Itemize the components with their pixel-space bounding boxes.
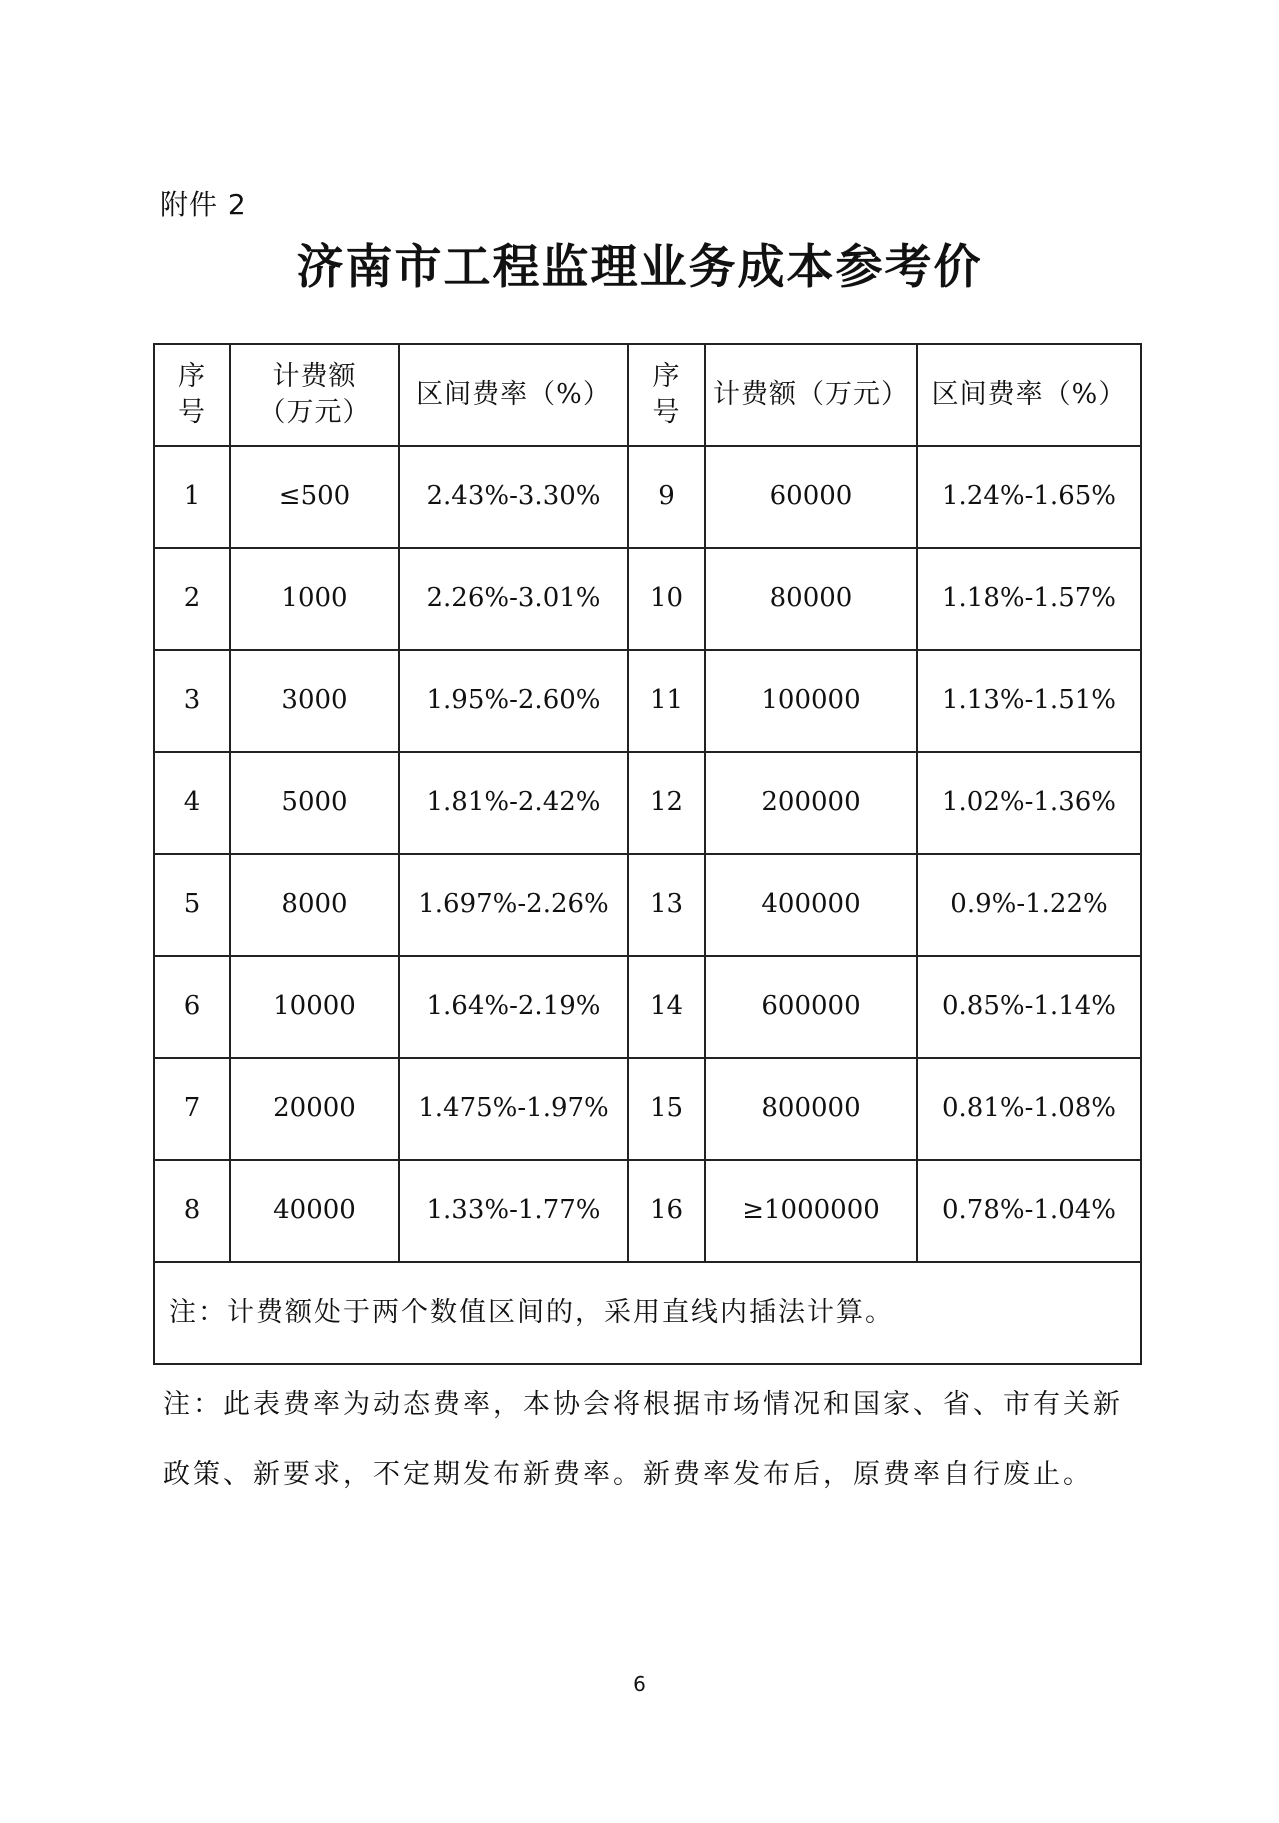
seq-left-cell: 1: [154, 446, 230, 548]
rate-right-cell: 1.18%-1.57%: [917, 548, 1141, 650]
rate-right-cell: 0.78%-1.04%: [917, 1160, 1141, 1262]
amount-left-cell: 10000: [230, 956, 399, 1058]
footnote: 注：此表费率为动态费率，本协会将根据市场情况和国家、省、市有关新政策、新要求，不定期发布新费率。新费率发布后，原费率自行废止。: [163, 1389, 1123, 1490]
header-seq: [154, 344, 230, 446]
rate-right-cell: 1.24%-1.65%: [917, 446, 1141, 548]
table-row: [154, 446, 1141, 548]
table-row: [154, 1058, 1141, 1160]
rate-right-cell: 1.02%-1.36%: [917, 752, 1141, 854]
amount-left-cell: 1000: [230, 548, 399, 650]
seq-left-cell: 3: [154, 650, 230, 752]
amount-right-cell: ≥1000000: [705, 1160, 917, 1262]
table-row: [154, 956, 1141, 1058]
rate-right-cell: 1.13%-1.51%: [917, 650, 1141, 752]
seq-left-cell: 4: [154, 752, 230, 854]
table-row: [154, 548, 1141, 650]
amount-right-cell: 60000: [705, 446, 917, 548]
rate-left-cell: 1.95%-2.60%: [399, 650, 628, 752]
header-rate-right: 区间费率（%）: [917, 344, 1141, 446]
header-amount-left: [230, 344, 399, 446]
amount-left-cell: 8000: [230, 854, 399, 956]
table-note-row: [154, 1262, 1141, 1364]
seq-right-cell: 9: [628, 446, 705, 548]
header-seq-right-line-1: 序: [652, 360, 681, 392]
amount-left-cell: ≤500: [230, 446, 399, 548]
fee-rate-table: [153, 343, 1142, 1365]
seq-right-cell: 12: [628, 752, 705, 854]
header-amount-line-2: （万元）: [258, 397, 371, 428]
header-amount-line-1: 计费额: [272, 360, 357, 392]
table-note: 注：计费额处于两个数值区间的，采用直线内插法计算。: [154, 1262, 1141, 1364]
rate-left-cell: 1.64%-2.19%: [399, 956, 628, 1058]
table-header-row: [154, 344, 1141, 446]
seq-left-cell: 6: [154, 956, 230, 1058]
document-title: 济南市工程监理业务成本参考价: [296, 240, 983, 295]
amount-right-cell: 800000: [705, 1058, 917, 1160]
amount-right-cell: 600000: [705, 956, 917, 1058]
header-seq-right: [628, 344, 705, 446]
amount-right-cell: 100000: [705, 650, 917, 752]
amount-left-cell: 5000: [230, 752, 399, 854]
seq-right-cell: 13: [628, 854, 705, 956]
page-number: 6: [633, 1672, 646, 1696]
seq-right-cell: 11: [628, 650, 705, 752]
header-seq-line-2: 号: [178, 397, 206, 428]
seq-right-cell: 14: [628, 956, 705, 1058]
amount-left-cell: 3000: [230, 650, 399, 752]
amount-right-cell: 80000: [705, 548, 917, 650]
seq-right-cell: 16: [628, 1160, 705, 1262]
rate-left-cell: 1.475%-1.97%: [399, 1058, 628, 1160]
rate-right-cell: 0.9%-1.22%: [917, 854, 1141, 956]
seq-left-cell: 8: [154, 1160, 230, 1262]
attachment-label: 附件 2: [160, 188, 247, 221]
header-seq-right-line-2: 号: [652, 397, 681, 428]
seq-left-cell: 7: [154, 1058, 230, 1160]
amount-right-cell: 400000: [705, 854, 917, 956]
table-row: [154, 854, 1141, 956]
seq-left-cell: 2: [154, 548, 230, 650]
rate-left-cell: 2.43%-3.30%: [399, 446, 628, 548]
amount-right-cell: 200000: [705, 752, 917, 854]
header-rate-left: 区间费率（%）: [399, 344, 628, 446]
seq-left-cell: 5: [154, 854, 230, 956]
rate-left-cell: 1.33%-1.77%: [399, 1160, 628, 1262]
seq-right-cell: 15: [628, 1058, 705, 1160]
rate-left-cell: 2.26%-3.01%: [399, 548, 628, 650]
rate-left-cell: 1.697%-2.26%: [399, 854, 628, 956]
rate-right-cell: 0.81%-1.08%: [917, 1058, 1141, 1160]
seq-right-cell: 10: [628, 548, 705, 650]
rate-right-cell: 0.85%-1.14%: [917, 956, 1141, 1058]
rate-left-cell: 1.81%-2.42%: [399, 752, 628, 854]
table-row: [154, 1160, 1141, 1262]
header-seq-line-1: 序: [178, 360, 206, 392]
table-row: [154, 650, 1141, 752]
amount-left-cell: 40000: [230, 1160, 399, 1262]
header-amount-right: 计费额（万元）: [705, 344, 917, 446]
table-row: [154, 752, 1141, 854]
amount-left-cell: 20000: [230, 1058, 399, 1160]
